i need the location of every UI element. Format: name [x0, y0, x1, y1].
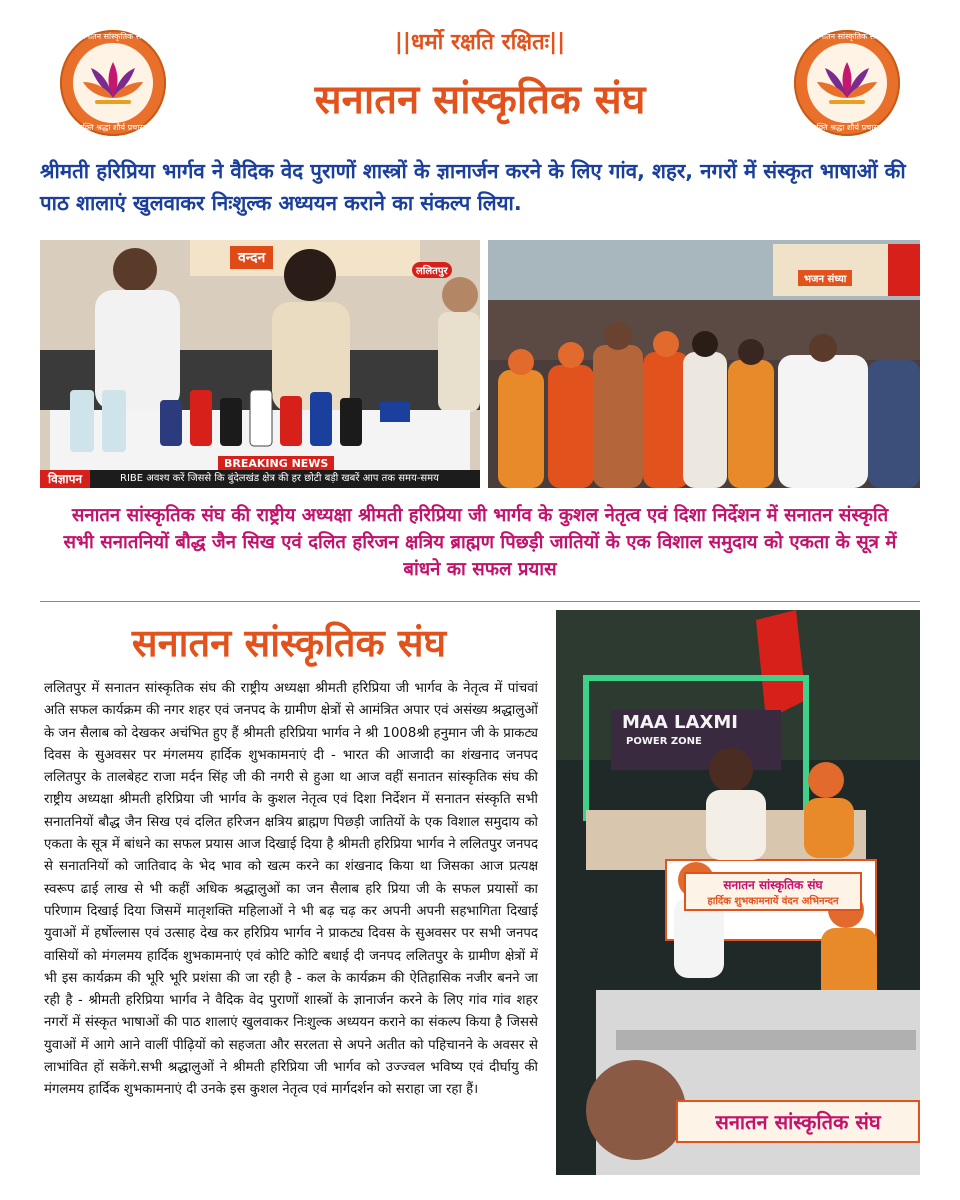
logo-text-bottom: शक्ति श्रद्धा शौर्य प्रचारक	[811, 123, 883, 132]
event-banner: वन्दन	[230, 246, 273, 269]
logo-text-top: सनातन सांस्कृतिक संघ	[80, 32, 146, 41]
advertisement-label: विज्ञापन	[40, 470, 90, 488]
headline-secondary: सनातन सांस्कृतिक संघ की राष्ट्रीय अध्यक्षा श्रीमती हरिप्रिया जी भार्गव के कुशल नेतृत्व एवं दिशा निर्देशन में सनातन संस्कृति सभी सनातनियों बौद्ध जैन सिख एवं दलित हरिजन क्षत्रिय ब्राह्मण पिछड़ी जातियों के एक विशाल समुदाय को एकता के सूत्र में बांधने का सफल प्रयास	[63, 505, 897, 580]
page-title: सनातन सांस्कृतिक संघ	[314, 77, 646, 123]
article-body: ललितपुर में सनातन सांस्कृतिक संघ की राष्ट्रीय अध्यक्षा श्रीमती हरिप्रिया जी भार्गव के नेतृत्व में पांचवां अति सफल कार्यक्रम की नगर शहर एवं जनपद के ग्रामीण क्षेत्रों से आमंत्रित अपार एवं असंख्य श्रद्धालुओं के जन सैलाब को देखकर अचंभित हुए हैं श्रीमती हरिप्रिया भार्गव ने श्री 1008श्री हनुमान जी के प्राकट्य दिवस के सुअवसर पर मंगलमय हार्दिक शुभकामनाएं दी - भारत की आजादी का शंखनाद जनपद ललितपुर के तालबेहट राजा मर्दन सिंह जी की नगरी से हुआ था आज वहीं सनातन सांस्कृतिक संघ की राष्ट्रीय अध्यक्षा श्रीमती हरिप्रिया जी भार्गव के कुशल नेतृत्व एवं दिशा निर्देशन में सनातन संस्कृति सभी सनातनियों बौद्ध जैन सिख एवं दलित हरिजन क्षत्रिय ब्राह्मण पिछड़ी जातियों के एक विशाल समुदाय को एकता के सूत्र में बांधने का सफल प्रयास आज दिखाई दिया है श्रीमती हरिप्रिया भार्गव ने ललितपुर जनपद से सनातनियों को जातिवाद के भेद भाव को खत्म करने का शंखनाद किया था जिसका आज प्रत्यक्ष स्वरूप ढाई लाख से भी कहीं अधिक श्रद्धालुओं का जन सैलाब हरि प्रिया जी के सफल प्रयासों का परिणाम दिखाई दिया जिसमें मातृशक्ति महिलाओं ने भी बढ़ चढ़ कर अपनी अपनी सहभागिता दिखाई युवाओं में हर्षोल्लास एवं उत्साह देख कर हरिप्रिय भार्गव ने प्राकट्य दिवस के सुअवसर पर सभी जनपद वासियों को मंगलमय हार्दिक शुभकामनाएं एवं कोटि कोटि बधाई दी जनपद ललितपुर के ग्रामीण क्षेत्रों में भी इस कार्यक्रम की भूरि भूरि प्रशंसा की जा रही है - कल के कार्यक्रम की ऐतिहासिक नजीर बनने जा रही है - श्रीमती हरिप्रिया भार्गव ने वैदिक वेद पुराणों शास्त्रों के ज्ञानार्जन करने के लिए गांव गांव शहर नगरों में संस्कृत भाषाओं की पाठ शालाएं खुलवाकर निःशुल्क अध्ययन कराने का संकल्प किया है जिससे युवाओं में आगे आने वालीं पीढ़ियों को सहजता और सरलता से अपने अतीत को पहिचानने के अवसर से लाभांवित हों सकेंगे.सभी श्रद्धालुओं ने श्रीमती हरिप्रिया जी भार्गव को उज्ज्वल भविष्य एवं दीर्घायु की मंगलमय हार्दिक शुभकामनाएं दी उनके इस कुशल नेतृत्व एवं मार्गदर्शन को सराहा जा रहा हैं।	[44, 681, 538, 1098]
breaking-news-label: BREAKING NEWS	[218, 456, 334, 471]
divider	[40, 601, 920, 602]
press-scene	[40, 240, 480, 488]
vehicle-banner-large: सनातन सांस्कृतिक संघ	[676, 1100, 920, 1143]
article-title: सनातन सांस्कृतिक संघ	[131, 621, 447, 665]
dj-sign-sub: POWER ZONE	[626, 736, 702, 747]
vehicle-banner-small	[684, 872, 862, 911]
vehicle-banner-small-title: सनातन सांस्कृतिक संघ	[723, 878, 823, 892]
news-ticker	[40, 470, 480, 488]
crowd-event-photo	[488, 240, 920, 488]
motto: ||धर्मो रक्षति रक्षितः||	[394, 30, 566, 55]
event-banner: भजन संध्या	[798, 270, 852, 286]
procession-photo	[556, 610, 920, 1175]
ticker-text: RIBE अवश्य करें जिससे कि बुंदेलखंड क्षेत्र की हर छोटी बड़ी खबरें आप तक समय-समय	[120, 473, 439, 484]
press-conference-photo	[40, 240, 480, 488]
dj-sign: MAA LAXMI	[622, 712, 738, 733]
vehicle-banner-small-sub: हार्दिक शुभकामनायें वंदन अभिनन्दन	[707, 896, 839, 907]
subheadline: श्रीमती हरिप्रिया भार्गव ने वैदिक वेद पुराणों शास्त्रों के ज्ञानार्जन करने के लिए गांव, शहर, नगरों में संस्कृत भाषाओं की पाठ शालाएं खुलवाकर निःशुल्क अध्ययन कराने का संकल्प लिया.	[40, 159, 906, 215]
channel-badge: ललितपुर	[412, 262, 452, 278]
logo-text-bottom: शक्ति श्रद्धा शौर्य प्रचारक	[77, 123, 149, 132]
logo-text-top: सनातन सांस्कृतिक संघ	[814, 32, 880, 41]
crowd-scene	[488, 240, 920, 488]
